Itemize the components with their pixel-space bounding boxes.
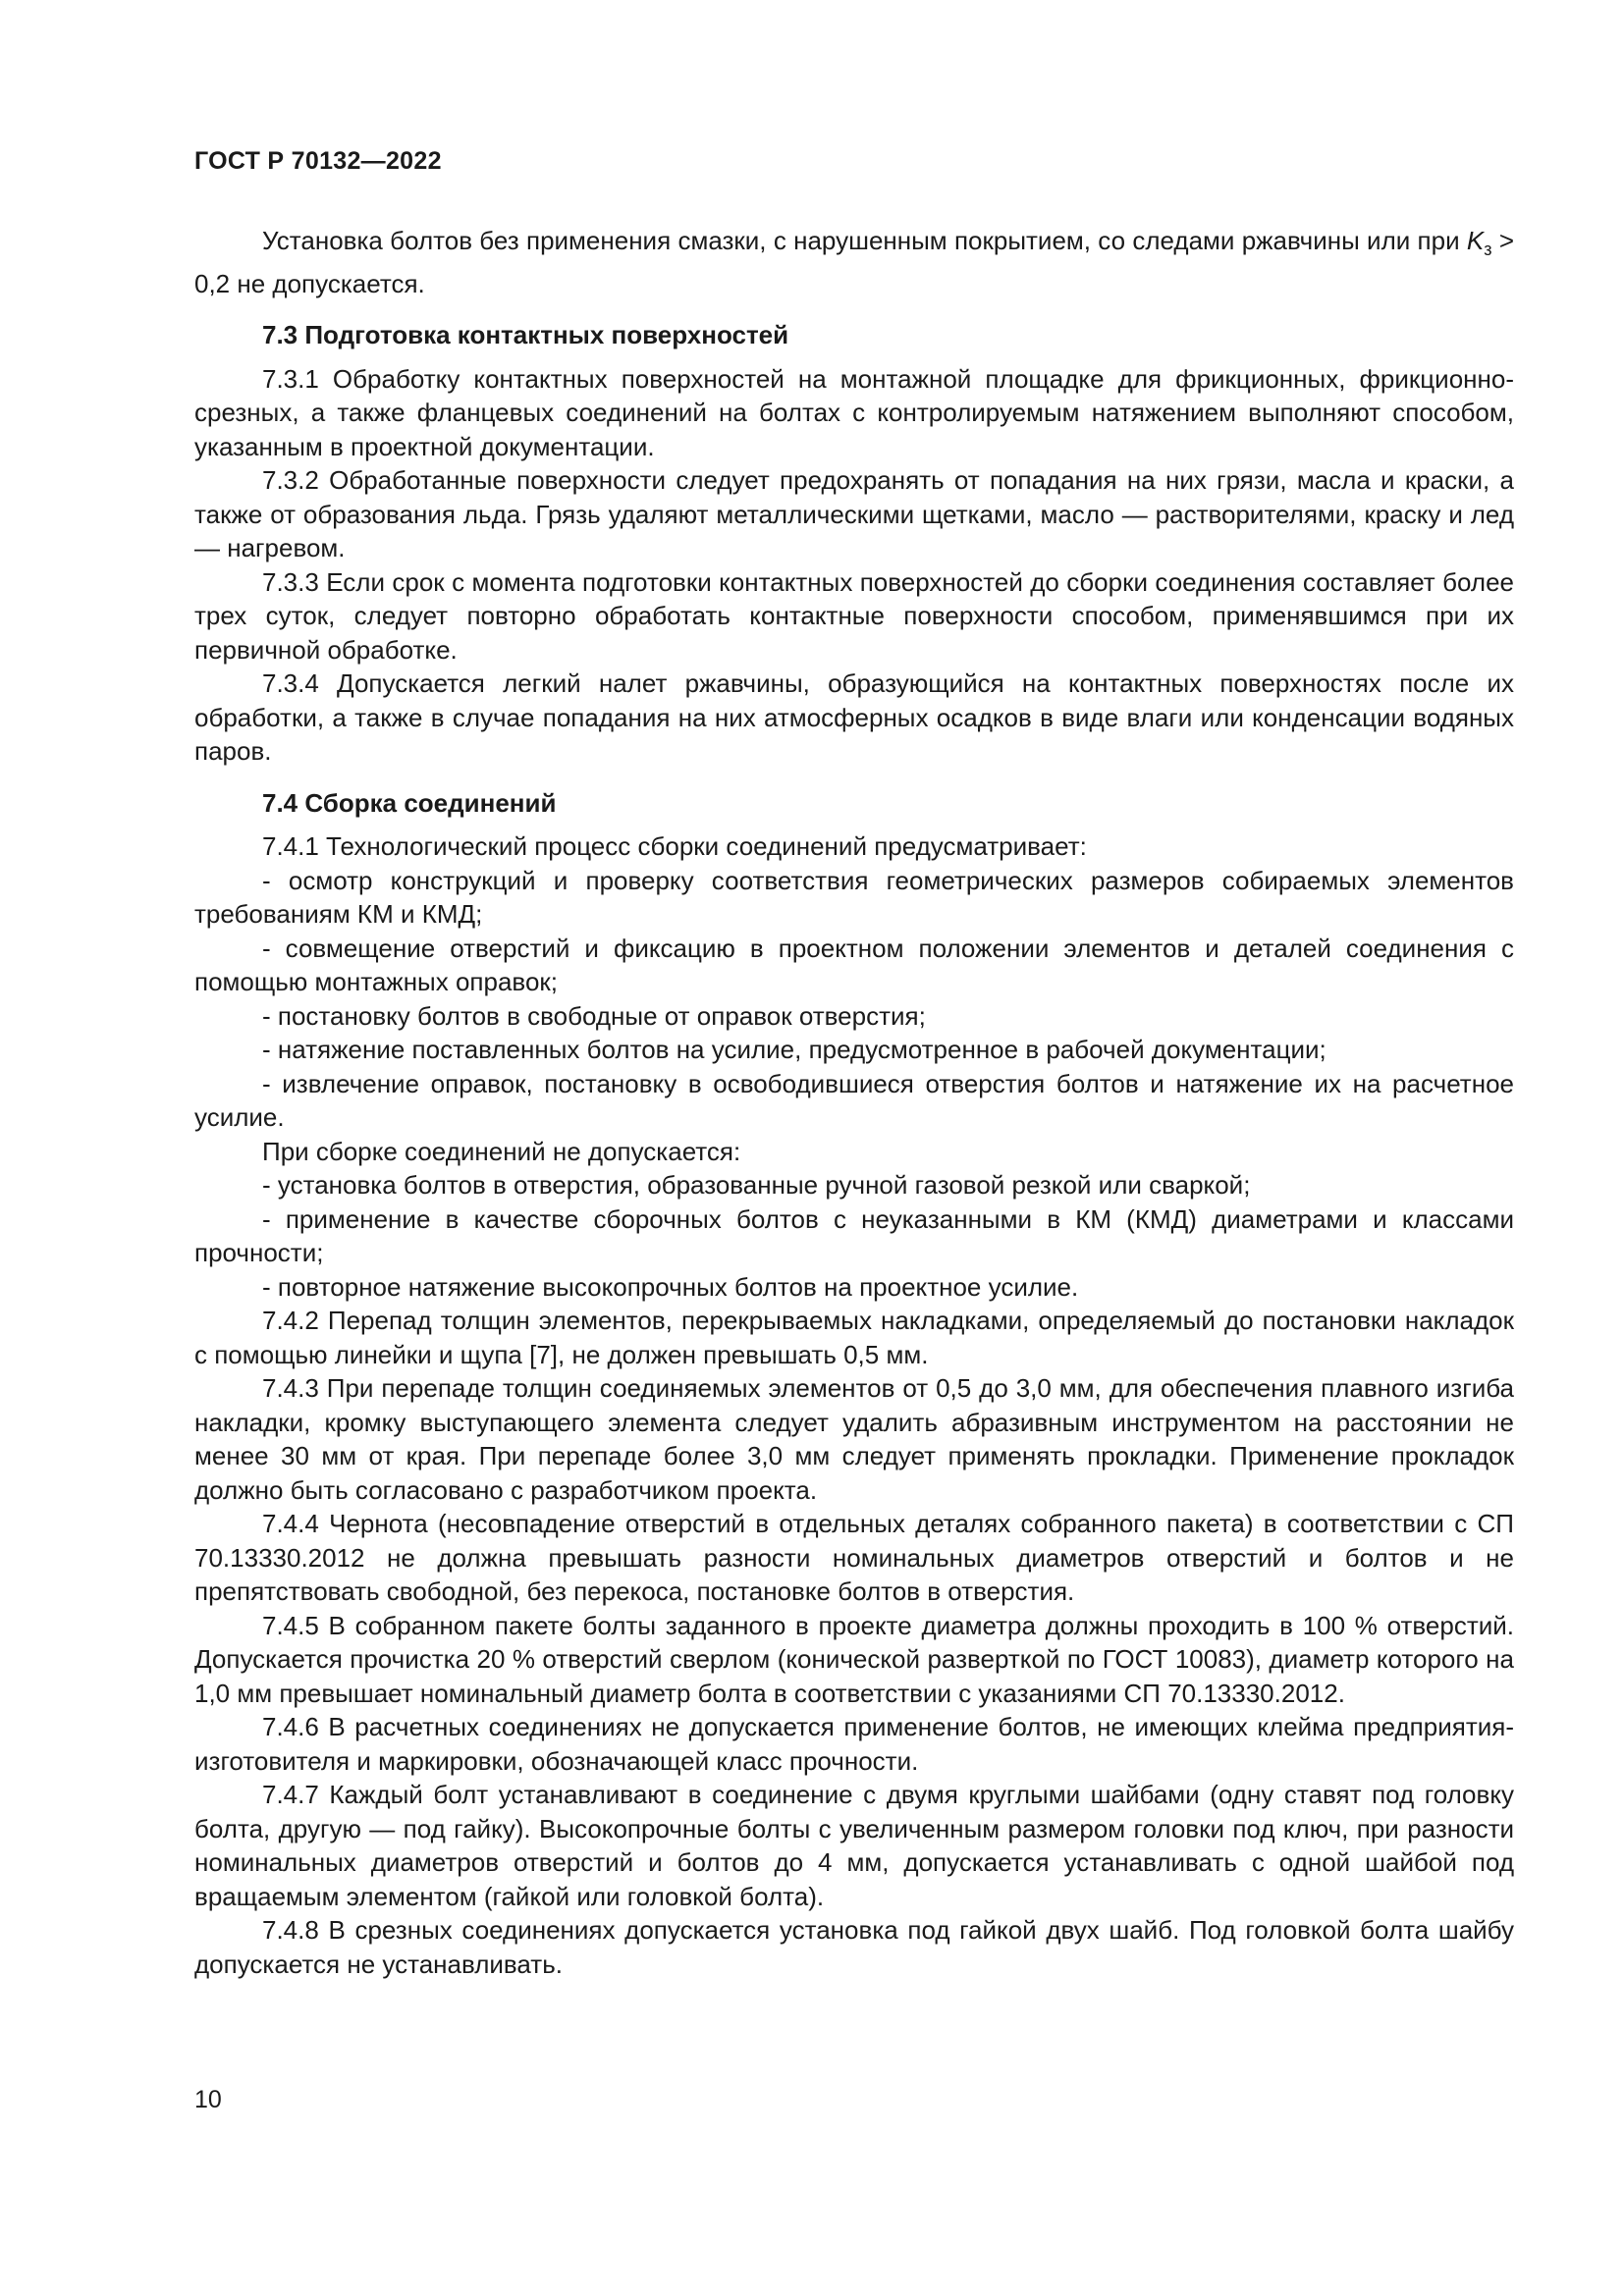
- prohibition-intro: При сборке соединений не допускается:: [262, 1136, 741, 1166]
- section-7-4-heading: 7.4 Сборка соединений: [262, 787, 557, 818]
- list-item: - совмещение отверстий и фиксацию в проектном положении элементов и деталей соединения с помощью монтажных оправок;: [194, 933, 1514, 997]
- k-coefficient-subscript: з: [1484, 240, 1492, 260]
- k-coefficient: K: [1466, 226, 1485, 255]
- list-item: - натяжение поставленных болтов на усилие, предусмотренное в рабочей документации;: [262, 1035, 1326, 1065]
- page-number: 10: [194, 2086, 222, 2113]
- list-item: - повторное натяжение высокопрочных болтов на проектное усилие.: [262, 1271, 1079, 1302]
- list-item: - установка болтов в отверстия, образованные ручной газовой резкой или сваркой;: [262, 1170, 1251, 1201]
- section-7-3-heading: 7.3 Подготовка контактных поверхностей: [262, 320, 789, 350]
- paragraph-7-3-4: 7.3.4 Допускается легкий налет ржавчины, образующийся на контактных поверхностях после их обработки, а также в случае попадания на них атмосферных осадков в виде влаги или конденсации водяных паров.: [194, 668, 1514, 767]
- paragraph-7-4-5: 7.4.5 В собранном пакете болты заданного в проекте диаметра должны проходить в 100 % отверстий. Допускается прочистка 20 % отверстий сверлом (конической разверткой по ГОСТ 10083), диаметр которого на 1,0 мм превышает номинальный диаметр болта в соответствии с указаниями СП 70.13330.2012.: [194, 1610, 1514, 1708]
- paragraph-7-3-3: 7.3.3 Если срок с момента подготовки контактных поверхностей до сборки соединения составляет более трех суток, следует повторно обработать контактные поверхности способом, применявшимся при их первичной обработке.: [194, 566, 1514, 665]
- paragraph-7-4-3: 7.4.3 При перепаде толщин соединяемых элементов от 0,5 до 3,0 мм, для обеспечения плавного изгиба накладки, кромку выступающего элемента следует удалить абразивным инструментом на расстоянии не менее 30 мм от края. При перепаде более 3,0 мм следует применять прокладки. Применение прокладок должно быть согласовано с разработчиком проекта.: [194, 1373, 1514, 1505]
- paragraph-7-3-2: 7.3.2 Обработанные поверхности следует предохранять от попадания на них грязи, масла и краски, а также от образования льда. Грязь удаляют металлическими щетками, масло — растворителями, краску и лед — нагревом.: [194, 465, 1514, 563]
- paragraph-7-4-4: 7.4.4 Чернота (несовпадение отверстий в отдельных деталях собранного пакета) в соответствии с СП 70.13330.2012 не должна превышать разности номинальных диаметров отверстий и болтов и не препятствовать свободной, без перекоса, постановке болтов в отверстия.: [194, 1509, 1514, 1607]
- paragraph-7-4-7: 7.4.7 Каждый болт устанавливают в соединение с двумя круглыми шайбами (одну ставят под головку болта, другую — под гайку). Высокопрочные болты с увеличенным размером головки под ключ, при разности номинальных диаметров отверстий и болтов до 4 мм, допускается устанавливать с одной шайбой под вращаемым элементом (гайкой или головкой болта).: [194, 1780, 1514, 1911]
- paragraph-7-3-1: 7.3.1 Обработку контактных поверхностей на монтажной площадке для фрикционных, фрикционно-срезных, а также фланцевых соединений на болтах с контролируемым натяжением выполняют способом, указанным в проектной документации.: [194, 363, 1514, 461]
- paragraph-7-4-2: 7.4.2 Перепад толщин элементов, перекрываемых накладками, определяемый до постановки накладок с помощью линейки и щупа [7], не должен превышать 0,5 мм.: [194, 1306, 1514, 1369]
- paragraph-7-4-8: 7.4.8 В срезных соединениях допускается установка под гайкой двух шайб. Под головкой болта шайбу допускается не устанавливать.: [194, 1915, 1514, 1979]
- list-item: - извлечение оправок, постановку в освободившиеся отверстия болтов и натяжение их на расчетное усилие.: [194, 1068, 1514, 1133]
- list-item: - применение в качестве сборочных болтов с неуказанными в КМ (КМД) диаметрами и классами прочности;: [194, 1203, 1514, 1268]
- paragraph-7-4-1: 7.4.1 Технологический процесс сборки соединений предусматривает:: [262, 831, 1087, 862]
- list-item: - осмотр конструкций и проверку соответствия геометрических размеров собираемых элементов требованиям КМ и КМД;: [194, 865, 1514, 930]
- intro-paragraph: Установка болтов без применения смазки, с нарушенным покрытием, со следами ржавчины или при $K_з > 0,2$ не допускается.: [194, 226, 1514, 298]
- list-item: - постановку болтов в свободные от оправок отверстия;: [262, 1000, 926, 1031]
- document-body: [194, 224, 1514, 1981]
- paragraph-7-4-6: 7.4.6 В расчетных соединениях не допускается применение болтов, не имеющих клейма предприятия-изготовителя и маркировки, обозначающей класс прочности.: [194, 1712, 1514, 1776]
- document-header: ГОСТ Р 70132—2022: [194, 147, 442, 175]
